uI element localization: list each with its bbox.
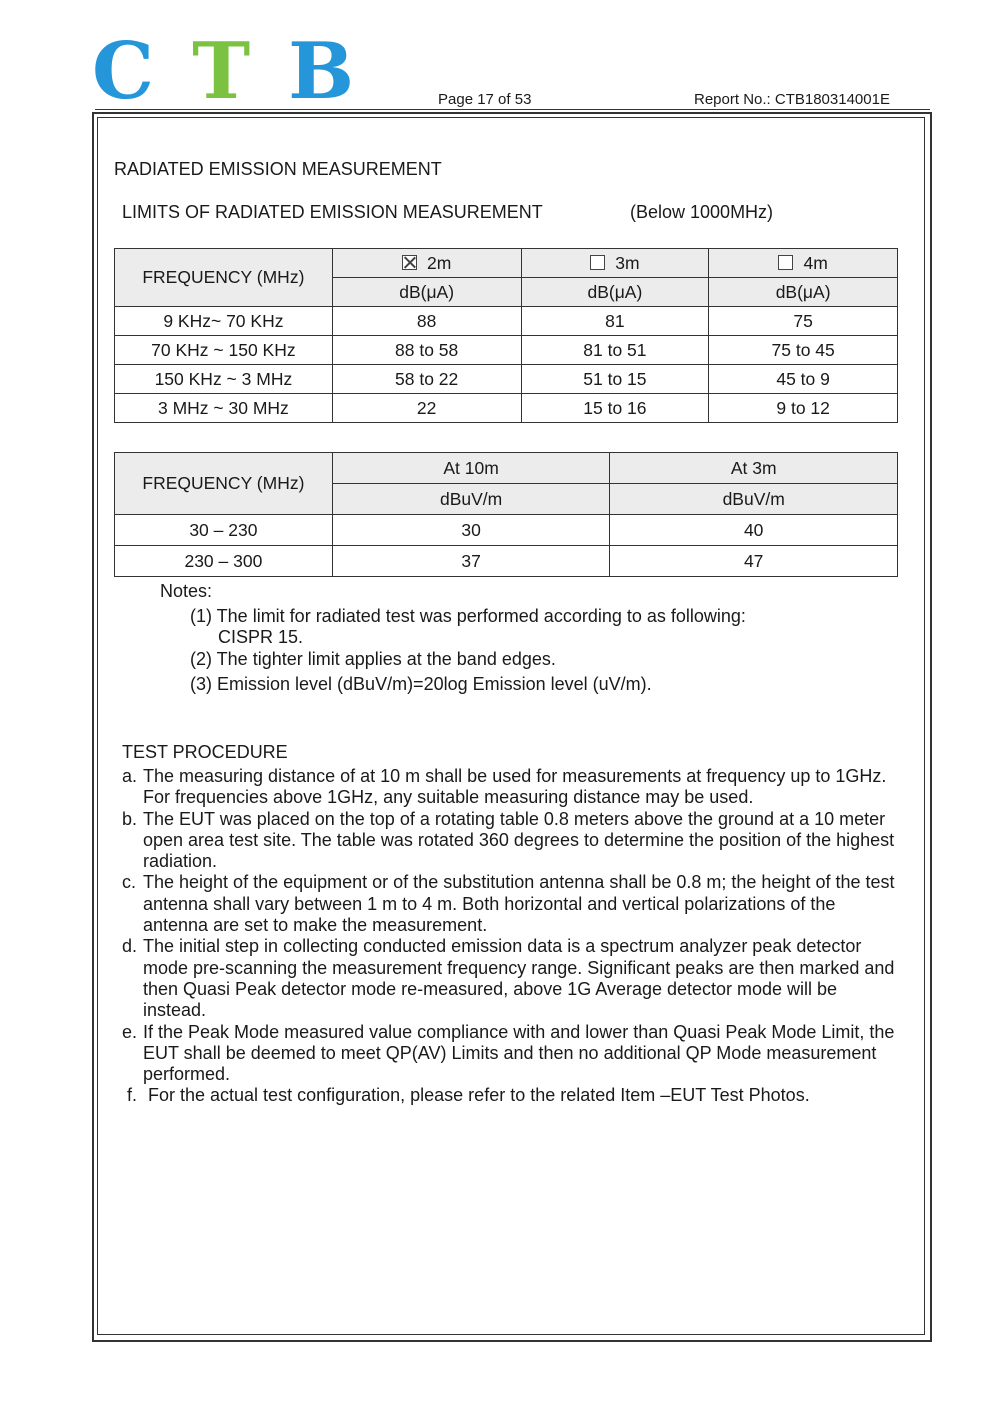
test-procedure-title: TEST PROCEDURE — [122, 742, 288, 762]
table-row — [115, 546, 898, 577]
procedure-line: The EUT was placed on the top of a rotating table 0.8 meters above the ground at a 10 meter — [143, 808, 886, 829]
procedure-line: antenna are set to make the measurement. — [143, 915, 488, 936]
table-cell: 40 — [610, 515, 898, 546]
checked-checkbox-icon[interactable] — [402, 255, 417, 270]
note-2: (2) The tighter limit applies at the band edges. — [190, 649, 556, 669]
table-cell: 70 KHz ~ 150 KHz — [115, 336, 333, 365]
test-procedure-list — [122, 766, 917, 1107]
table-header-row — [115, 249, 898, 278]
procedure-line: If the Peak Mode measured value compliance with and lower than Quasi Peak Mode Limit, the — [143, 1021, 895, 1042]
table-cell: 81 — [521, 307, 709, 336]
table-row — [115, 307, 898, 336]
note-3: (3) Emission level (dBuV/m)=20log Emission level (uV/m). — [190, 674, 652, 694]
page-number: Page 17 of 53 — [438, 91, 532, 108]
table-cell: 37 — [332, 546, 610, 577]
procedure-line: instead. — [143, 1000, 207, 1021]
section-title: RADIATED EMISSION MEASUREMENT — [114, 159, 442, 179]
table-cell: 3 MHz ~ 30 MHz — [115, 394, 333, 423]
logo-letter-t: T — [192, 26, 251, 117]
unit-cell: dBuV/m — [332, 484, 610, 515]
unchecked-checkbox-icon[interactable] — [778, 255, 793, 270]
procedure-item-text — [143, 1022, 917, 1086]
table-row — [115, 336, 898, 365]
table-cell: 58 to 22 — [332, 365, 521, 394]
unit-cell: dBuV/m — [610, 484, 898, 515]
procedure-line: The height of the equipment or of the substitution antenna shall be 0.8 m; the height of the test — [143, 872, 895, 893]
report-number: Report No.: CTB180314001E — [694, 91, 890, 108]
table-cell: 30 – 230 — [115, 515, 333, 546]
table-cell: 230 – 300 — [115, 546, 333, 577]
table-cell: 150 KHz ~ 3 MHz — [115, 365, 333, 394]
procedure-item-text — [143, 872, 917, 936]
table-cell: 88 to 58 — [332, 336, 521, 365]
column-2m-header — [332, 249, 521, 278]
procedure-item-label: f. — [127, 1085, 138, 1106]
procedure-item — [122, 872, 917, 936]
column-10m-header: At 10m — [332, 453, 610, 484]
table-cell: 51 to 15 — [521, 365, 709, 394]
limits-table-above-30mhz — [114, 452, 898, 577]
procedure-item-text — [143, 936, 917, 1021]
unit-cell: dB(μA) — [709, 278, 898, 307]
procedure-item-label: a. — [122, 766, 138, 786]
procedure-item — [122, 1085, 917, 1106]
procedure-item-text — [148, 1085, 917, 1106]
procedure-item — [122, 766, 917, 809]
procedure-item — [122, 809, 917, 873]
table-cell: 15 to 16 — [521, 394, 709, 423]
procedure-item-label: d. — [122, 936, 138, 957]
table-cell: 9 KHz~ 70 KHz — [115, 307, 333, 336]
table-cell: 9 to 12 — [709, 394, 898, 423]
procedure-line: The initial step in collecting conducted emission data is a spectrum analyzer peak detector — [143, 936, 862, 957]
ctb-logo — [92, 26, 392, 117]
limits-table-below-30mhz — [114, 248, 898, 423]
table-cell: 22 — [332, 394, 521, 423]
range-note: (Below 1000MHz) — [630, 202, 774, 222]
column-label: 4m — [803, 252, 828, 273]
procedure-line: For frequencies above 1GHz, any suitable measuring distance may be used. — [143, 787, 754, 808]
procedure-item-label: c. — [122, 872, 137, 893]
procedure-line: mode pre-scanning the measurement frequency range. Significant peaks are then marked and — [143, 957, 895, 978]
note-1: (1) The limit for radiated test was performed according to as following: — [190, 606, 746, 626]
header-divider — [95, 109, 930, 110]
procedure-line: open area test site. The table was rotated 360 degrees to determine the position of the highest — [143, 829, 895, 850]
logo-letter-c: C — [92, 26, 155, 117]
table-row — [115, 394, 898, 423]
procedure-item-label: e. — [122, 1021, 138, 1042]
procedure-item-label: b. — [122, 808, 138, 829]
procedure-line: then Quasi Peak detector mode re-measured, above 1G Average detector mode will be — [143, 978, 838, 999]
table-cell: 30 — [332, 515, 610, 546]
procedure-line: performed. — [143, 1064, 231, 1085]
procedure-line: antenna shall vary between 1 m to 4 m. Both horizontal and vertical polarizations of the — [143, 893, 836, 914]
procedure-item — [122, 1022, 917, 1086]
procedure-item — [122, 936, 917, 1021]
table-cell: 45 to 9 — [709, 365, 898, 394]
table-cell: 75 to 45 — [709, 336, 898, 365]
column-label: 2m — [426, 252, 452, 273]
unit-cell: dB(μA) — [521, 278, 709, 307]
table-cell: 88 — [332, 307, 521, 336]
table-header-row — [115, 453, 898, 484]
table-cell: 75 — [709, 307, 898, 336]
table-cell: 81 to 51 — [521, 336, 709, 365]
procedure-line: EUT shall be deemed to meet QP(AV) Limits and then no additional QP Mode measurement — [143, 1042, 877, 1063]
frequency-header: FREQUENCY (MHz) — [115, 453, 333, 515]
column-4m-header — [709, 249, 898, 278]
notes-title: Notes: — [160, 581, 213, 601]
unchecked-checkbox-icon[interactable] — [590, 255, 605, 270]
unit-cell: dB(μA) — [332, 278, 521, 307]
table-row — [115, 365, 898, 394]
column-label: 3m — [615, 252, 640, 273]
column-3m-header — [521, 249, 709, 278]
procedure-line: For the actual test configuration, please refer to the related Item –EUT Test Photos. — [148, 1085, 810, 1106]
table-row — [115, 515, 898, 546]
column-3m-header: At 3m — [610, 453, 898, 484]
logo-letter-b: B — [288, 26, 355, 117]
procedure-line: radiation. — [143, 851, 218, 872]
frequency-header: FREQUENCY (MHz) — [115, 249, 333, 307]
limits-title: LIMITS OF RADIATED EMISSION MEASUREMENT — [122, 202, 543, 222]
procedure-item-text — [143, 766, 917, 809]
procedure-line: The measuring distance of at 10 m shall be used for measurements at frequency up to 1GHz. — [143, 766, 887, 786]
note-1-continued: CISPR 15. — [218, 627, 304, 647]
table-cell: 47 — [610, 546, 898, 577]
procedure-item-text — [143, 809, 917, 873]
